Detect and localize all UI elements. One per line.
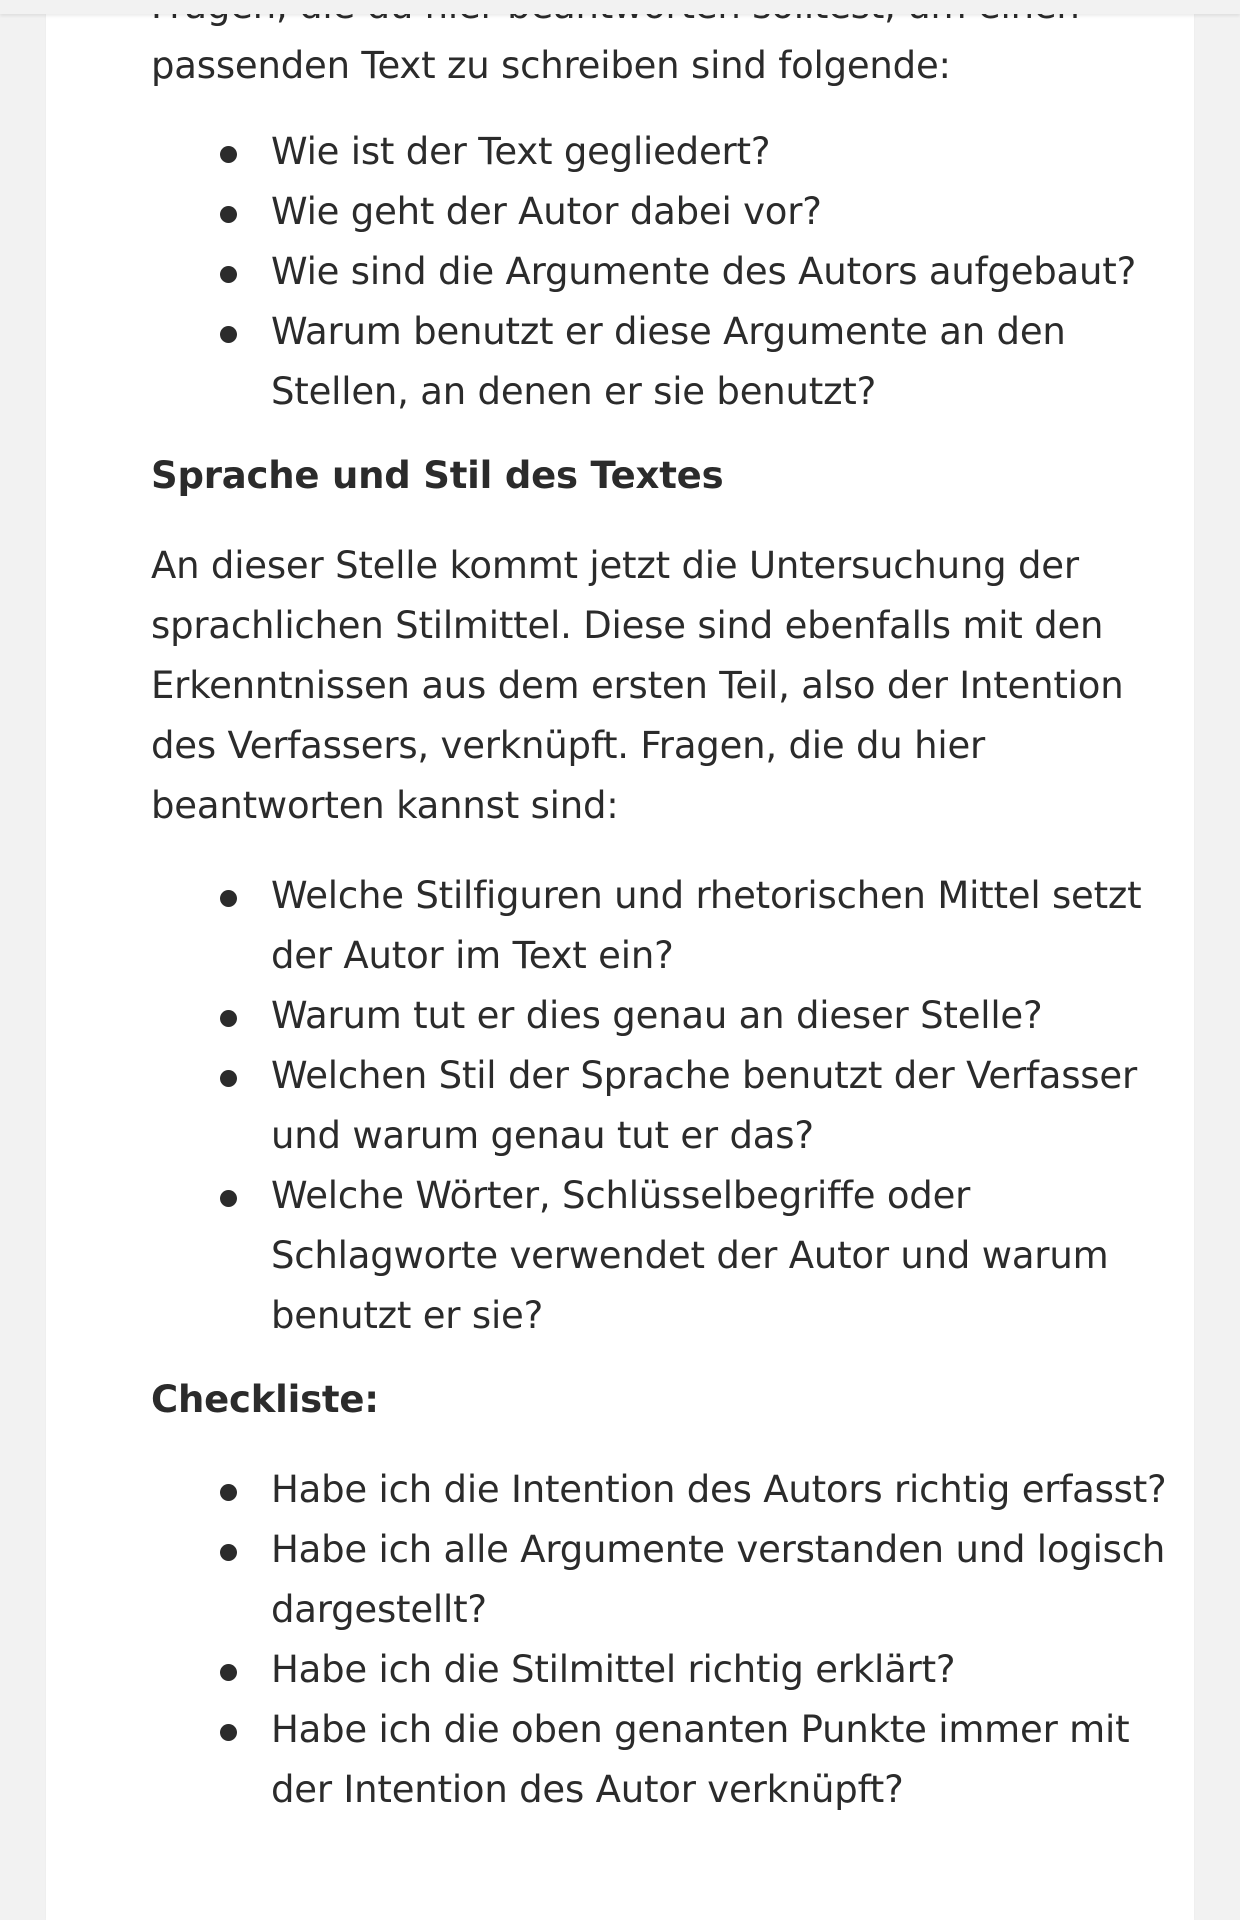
list-item-text: Habe ich alle Argumente verstanden und logisch dargestellt? (271, 1528, 1166, 1631)
list-item-text: Wie geht der Autor dabei vor? (271, 190, 822, 233)
bullet-icon (220, 1664, 237, 1681)
section-heading-style: Sprache und Stil des Textes (151, 454, 724, 497)
bullet-icon (220, 890, 237, 907)
article-content (151, 0, 1191, 1820)
style-paragraph: An dieser Stelle kommt jetzt die Untersuchung der sprachlichen Stilmittel. Diese sind ebenfalls mit den Erkenntnissen aus dem ersten Teil, also der Intention des Verfassers, verknüpft. Fragen, die du hier beantworten kannst sind: (151, 544, 1124, 827)
list-item (151, 302, 1191, 422)
bullet-icon (220, 1010, 237, 1027)
list-item-text: Welche Stilfiguren und rhetorischen Mittel setzt der Autor im Text ein? (271, 874, 1142, 977)
list-item-text: Habe ich die oben genanten Punkte immer mit der Intention des Autor verknüpft? (271, 1708, 1130, 1811)
bullet-icon (220, 326, 237, 343)
bullet-icon (220, 1724, 237, 1741)
list-item (151, 866, 1191, 986)
list-item (151, 122, 1191, 182)
style-question-list (151, 866, 1191, 1346)
bullet-icon (220, 146, 237, 163)
list-item-text: Habe ich die Intention des Autors richtig erfasst? (271, 1468, 1167, 1511)
list-item-text: Wie ist der Text gegliedert? (271, 130, 771, 173)
checklist-list (151, 1460, 1191, 1820)
bullet-icon (220, 1190, 237, 1207)
list-item (151, 986, 1191, 1046)
list-item-text: Habe ich die Stilmittel richtig erklärt? (271, 1648, 956, 1691)
list-item-text: Warum tut er dies genau an dieser Stelle? (271, 994, 1043, 1037)
top-bar (0, 0, 1240, 14)
list-item-text: Warum benutzt er diese Argumente an den Stellen, an denen er sie benutzt? (271, 310, 1066, 413)
list-item-text: Welche Wörter, Schlüsselbegriffe oder Schlagworte verwendet der Autor und warum benutzt er sie? (271, 1174, 1109, 1337)
article-card (46, 0, 1194, 1920)
list-item (151, 1520, 1191, 1640)
section-heading-checklist: Checkliste: (151, 1378, 379, 1421)
list-item-text: Wie sind die Argumente des Autors aufgebaut? (271, 250, 1137, 293)
list-item (151, 182, 1191, 242)
intro-paragraph: passenden Text zu schreiben sind folgende: (151, 44, 951, 87)
list-item (151, 1700, 1191, 1820)
list-item (151, 242, 1191, 302)
list-item (151, 1460, 1191, 1520)
list-item-text: Welchen Stil der Sprache benutzt der Verfasser und warum genau tut er das? (271, 1054, 1137, 1157)
list-item (151, 1166, 1191, 1346)
list-item (151, 1046, 1191, 1166)
bullet-icon (220, 1484, 237, 1501)
bullet-icon (220, 1544, 237, 1561)
bullet-icon (220, 1070, 237, 1087)
bullet-icon (220, 206, 237, 223)
bullet-icon (220, 266, 237, 283)
list-item (151, 1640, 1191, 1700)
question-list (151, 122, 1191, 422)
